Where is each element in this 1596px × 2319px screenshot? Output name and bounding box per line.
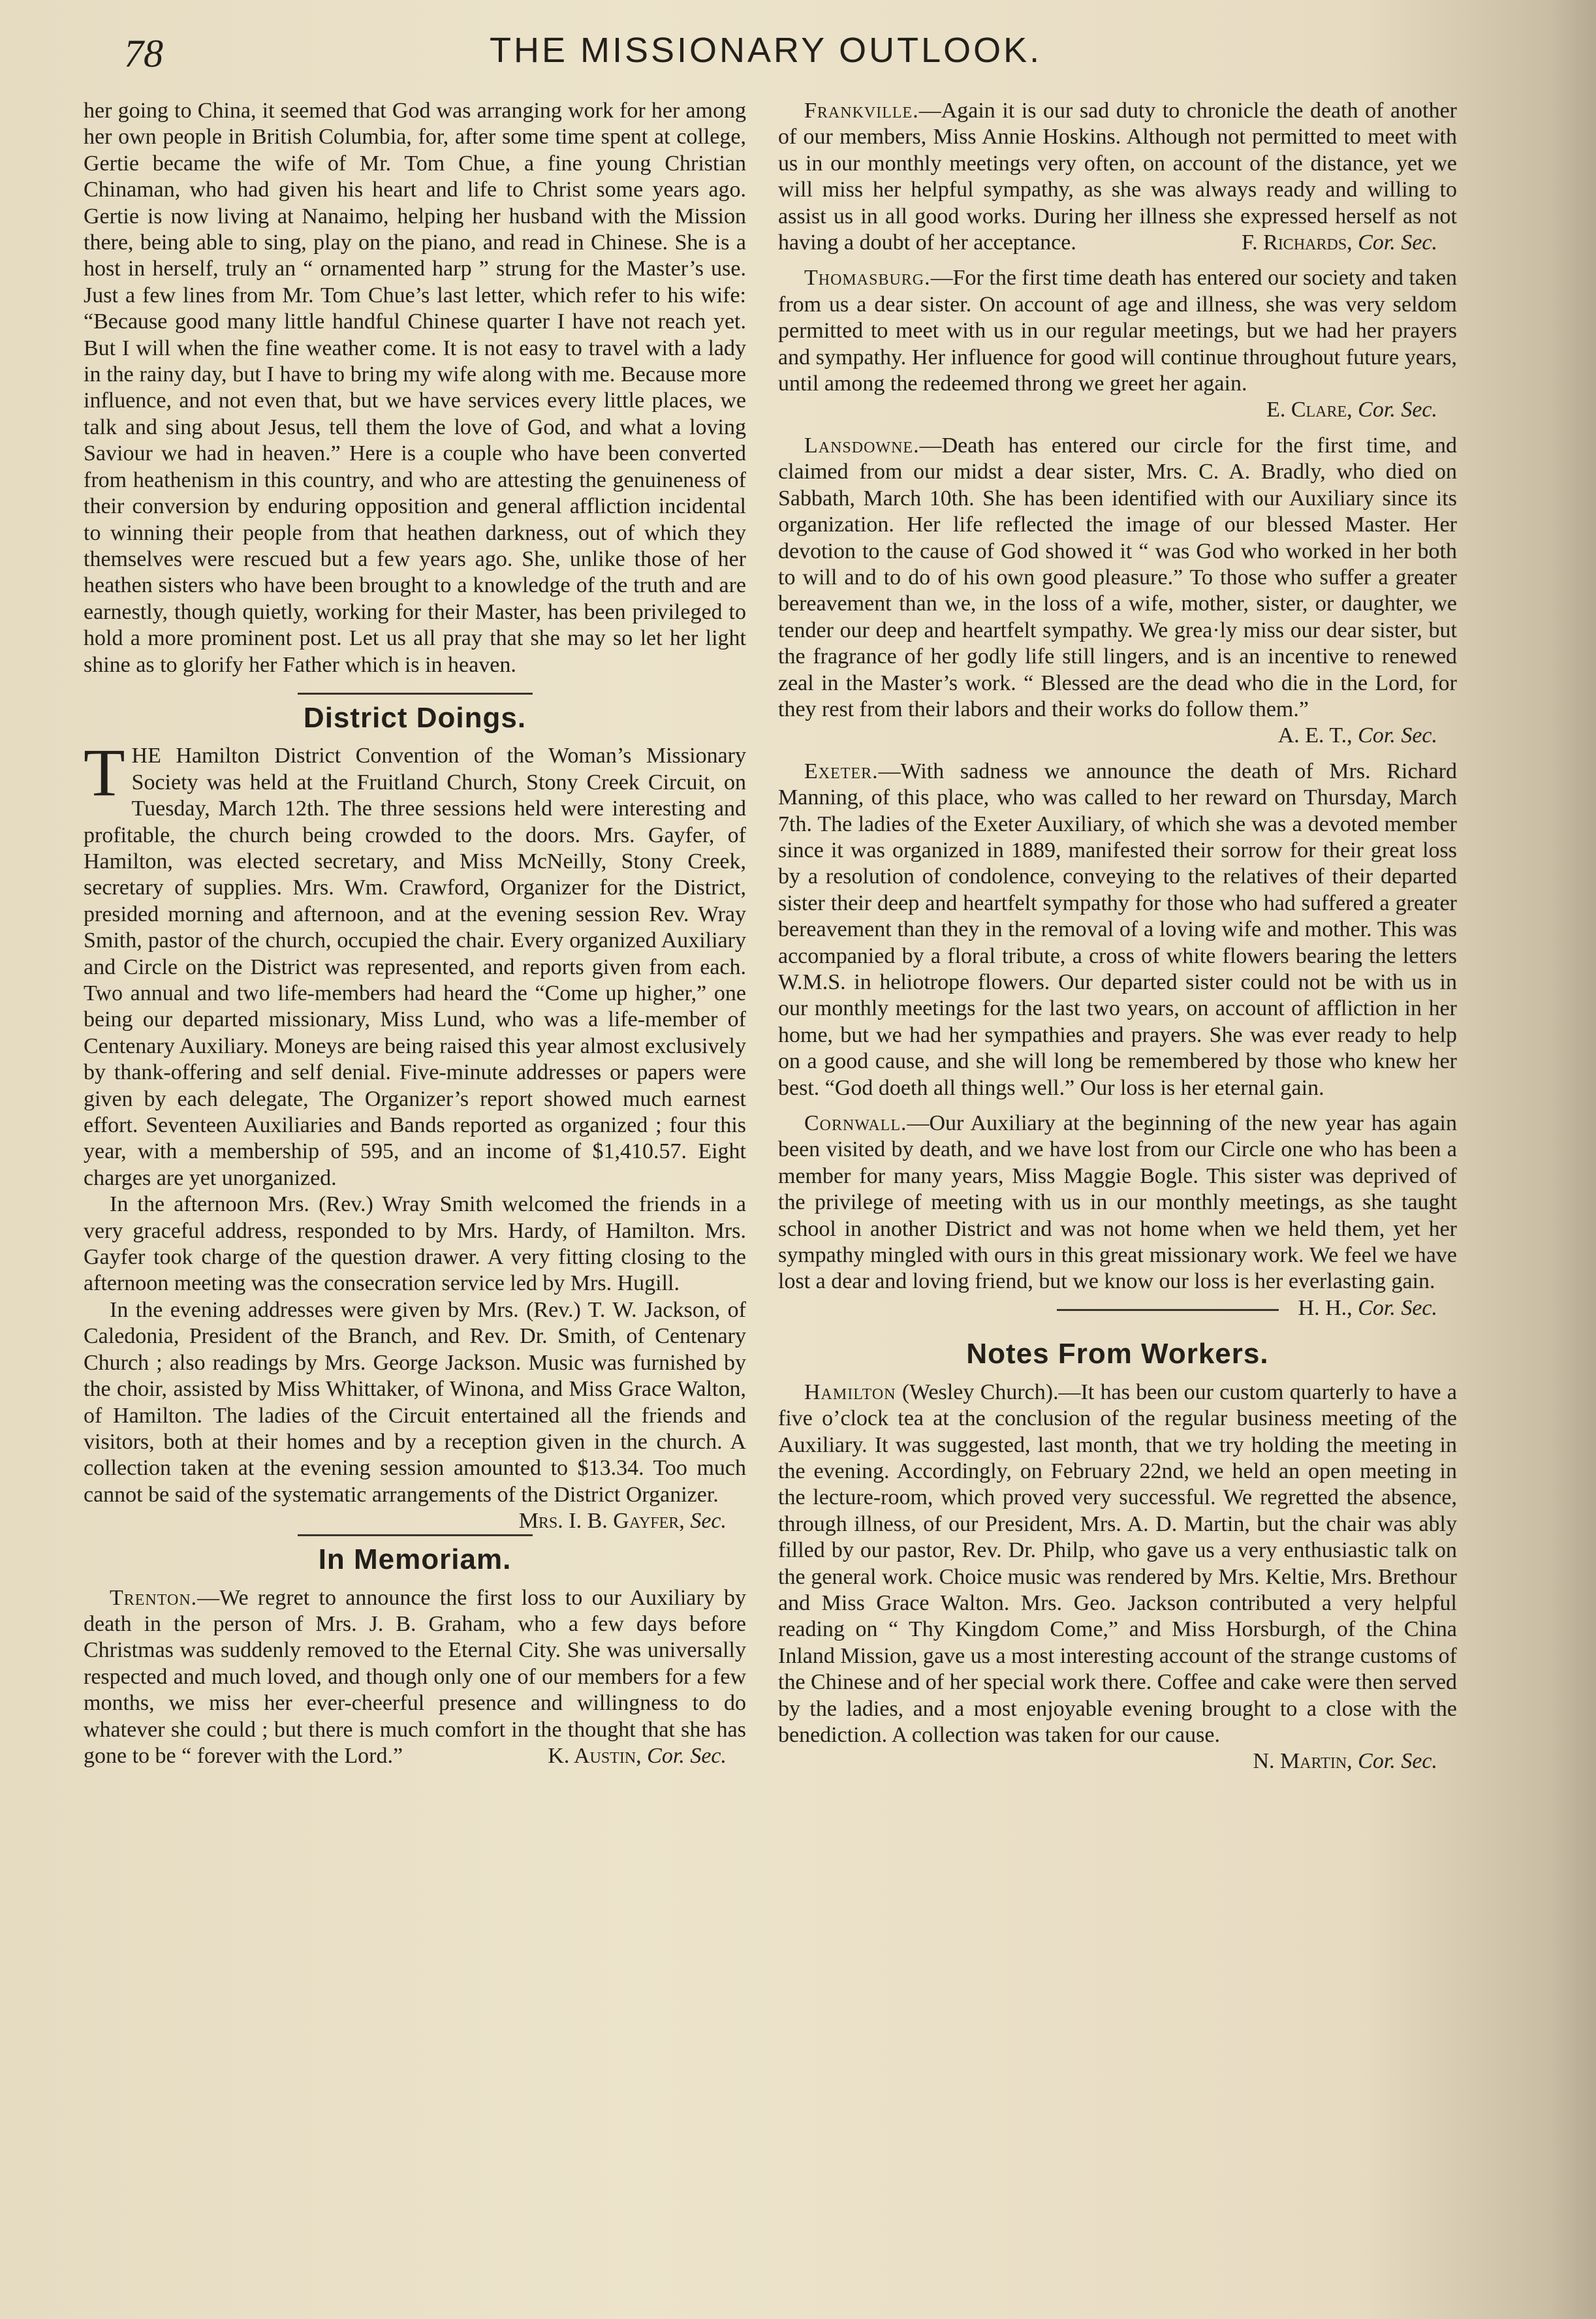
signature-name: E. Clare,	[1266, 398, 1353, 422]
page-number: 78	[124, 32, 163, 75]
in-memoriam-heading: In Memoriam.	[318, 1543, 512, 1576]
section-divider	[298, 1534, 533, 1536]
lansdowne-signature	[778, 723, 1457, 749]
exeter-entry	[778, 759, 1457, 1101]
frankville-entry	[778, 98, 1457, 256]
district-paragraph-3-text: In the evening addresses were given by Mrs. (Rev.) T. W. Jackson, of Caledonia, President of the Branch, and Rev. Dr. Smith, of Centenary Church ; also readings by Mrs. George Jackson. Music was furnished by the choir, assisted by Miss Whittaker, of Winona, and Miss Grace Walton, of Hamilton. The ladies of the Circuit entertained all the friends and visitors, both at their homes and by a reception given in the church. A collection taken at the evening session amounted to $13.34. Too much cannot be said of the systematic arrangements of the District Organizer.	[84, 1297, 746, 1507]
district-paragraph-2: In the afternoon Mrs. (Rev.) Wray Smith welcomed the friends in a very graceful address, responded to by Mrs. Hardy, of Hamilton. Mrs. Gayfer took charge of the question drawer. A very fitting closing to the afternoon meeting was the consecration service led by Mrs. Hugill.	[84, 1192, 746, 1296]
signature-role: Cor. Sec.	[1358, 723, 1437, 748]
district-doings-heading: District Doings.	[303, 701, 527, 734]
signature-role: Sec.	[690, 1509, 727, 1534]
signature-name: K. Austin,	[548, 1743, 642, 1768]
thomasburg-signature	[1240, 397, 1437, 423]
signature-role: Cor. Sec.	[1358, 1295, 1437, 1320]
entry-text: —Again it is our sad duty to chronicle the death of another of our members, Miss Annie Hoskins. Although not permitted to meet with us in our monthly meetings very often, on account of the distance, yet we will miss her helpful sympathy, as she was always ready and willing to assist us in all good works. During her illness she expressed herself as not having a doubt of her acceptance.	[778, 99, 1457, 255]
lansdowne-entry	[778, 433, 1457, 723]
trenton-entry	[84, 1585, 746, 1770]
entry-text: —With sadness we announce the death of Mrs. Richard Manning, of this place, who was called to her reward on Thursday, March 7th. The ladies of the Exeter Auxiliary, of which she was a devoted member since it was organized in 1889, manifested their sorrow for their great loss by a resolution of condolence, conveying to the relatives of their departed sister their deep and heartfelt sympathy for those who had suffered a greater bereavement than they in the removal of a loving wife and mother. This was accompanied by a floral tribute, a cross of white flowers bearing the letters W.M.S. in heliotrope flowers. Our departed sister could not be with us in our monthly meetings for the last two years, on account of affliction in her home, but we had her sympathies and prayers. She was ever ready to help on a good cause, and she will long be remembered by those who knew her best. “God doeth all things well.” Our loss is her eternal gain.	[778, 759, 1457, 1100]
place-name: Trenton.	[110, 1585, 198, 1610]
signature-name: Mrs. I. B. Gayfer,	[518, 1509, 685, 1534]
entry-text: —We regret to announce the first loss to our Auxiliary by death in the person of Mrs. J. B. Graham, who a few days before Christmas was suddenly removed to the Eternal City. She was universally respected and much loved, and though only one of our members for a few months, we miss her ever-cheerful presence and willingness to do whatever she could ; but there is much comfort in the thought that she has gone to be “ forever with the Lord.”	[84, 1585, 746, 1768]
trenton-signature	[522, 1743, 727, 1769]
district-paragraph-1	[84, 735, 746, 1191]
district-paragraph-1-text: HE Hamilton District Convention of the Woman’s Missionary Society was held at the Fruitland Church, Stony Creek Circuit, on Tuesday, March 12th. The three sessions held were interesting and profitable, the church being crowded to the doors. Mrs. Gayfer, of Hamilton, was elected secretary, and Miss McNeilly, Stony Creek, secretary of supplies. Mrs. Wm. Crawford, Organizer for the District, presided morning and afternoon, and at the evening session Rev. Wray Smith, pastor of the church, occupied the chair. Every organized Auxiliary and Circle on the District was represented, and reports given from each. Two annual and two life-members had heard the “Come up higher,” one being our departed missionary, Miss Lund, who was a life-member of Centenary Auxiliary. Moneys are being raised this year almost exclusively by thank-offering and self denial. Five-minute addresses or papers were given by each delegate, The Organizer’s report showed much earnest effort. Seventeen Auxiliaries and Bands reported as organized ; four this year, with a membership of 595, and an income of $1,410.57. Eight charges are yet unorganized.	[84, 744, 746, 1190]
hamilton-entry	[778, 1380, 1457, 1749]
entry-text: —For the first time death has entered our society and taken from us a dear sister. On account of age and illness, she was very seldom permitted to meet with us in our regular meetings, but we had her prayers and sympathy. Her influence for good will continue throughout future years, until among the redeemed throng we greet her again.	[778, 266, 1457, 396]
signature-role: Cor. Sec.	[1358, 230, 1437, 255]
right-column	[778, 98, 1457, 2246]
entry-text: —Our Auxiliary at the beginning of the new year has again been visited by death, and we have lost from our Circle one who has been a member for many years, Miss Maggie Bogle. This sister was deprived of the privilege of meeting with us in our monthly meetings, as she taught school in another District and was not home when we held them, yet her sympathy mingled with ours in this great missionary work. We feel we have lost a dear and loving friend, but we know our loss is her everlasting gain.	[778, 1111, 1457, 1294]
left-column	[84, 98, 746, 2246]
place-name: Frankville.	[804, 99, 919, 123]
page-header	[0, 26, 1596, 85]
notes-from-workers-heading: Notes From Workers.	[966, 1338, 1269, 1370]
frankville-signature	[1215, 230, 1437, 256]
place-name: Lansdowne.	[804, 433, 920, 458]
place-name: Exeter.	[804, 759, 879, 783]
section-divider	[298, 693, 533, 695]
district-signature	[493, 1508, 727, 1534]
signature-name: N. Martin,	[1253, 1749, 1353, 1774]
running-title: THE MISSIONARY OUTLOOK.	[490, 31, 1042, 70]
signature-role: Cor. Sec.	[1358, 398, 1437, 422]
entry-text: —Death has entered our circle for the first time, and claimed from our midst a dear sister, Mrs. C. A. Bradly, who died on Sabbath, March 10th. She has been identified with our Auxiliary since its organization. Her life reflected the image of our blessed Master. Her devotion to the cause of God showed it “ was God who worked in her both to will and to do of his own good pleasure.” To those who suffer a greater bereavement than we, in the loss of a wife, mother, sister, or daughter, we tender our deep and heartfelt sympathy. We grea·ly miss our dear sister, but the fragrance of her godly life still lingers, and is an incentive to renewed zeal in the Master’s work. “ Blessed are the dead who die in the Lord, for they rest from their labors and their works do follow them.”	[778, 433, 1457, 721]
place-name: Thomasburg.	[804, 266, 931, 291]
thomasburg-entry	[778, 265, 1457, 422]
cornwall-signature	[778, 1295, 1457, 1321]
signature-role: Cor. Sec.	[647, 1743, 727, 1768]
place-name: Cornwall.	[804, 1111, 907, 1136]
signature-name: F. Richards,	[1241, 230, 1353, 255]
drop-cap: T	[84, 735, 125, 811]
continuation-paragraph: her going to China, it seemed that God was arranging work for her among her own people in British Columbia, for, after some time spent at college, Gertie became the wife of Mr. Tom Chue, a fine young Christian Chinaman, who had given his heart and life to Christ some years ago. Gertie is now living at Nanaimo, helping her husband with the Mission there, being able to sing, play on the piano, and read in Chinese. She is a host in herself, truly an “ ornamented harp ” strung for the Master’s use. Just a few lines from Mr. Tom Chue’s last letter, which refer to his wife: “Because good many little handful Chinese quarter I have not reach yet. But I will when the fine weather come. It is not easy to travel with a lady in the rainy day, but I have to bring my wife along with me. Because more influence, and not even that, but we have services every little places, we talk and sing about Jesus, tell them the love of God, and what a loving Saviour we had in heaven.” Here is a couple who have been converted from heathenism in this country, and who are attesting the genuineness of their conversion by enduring opposition and general affliction incidental to winning their people from that heathen darkness, out of which they themselves were rescued but a few years ago. She, unlike those of her heathen sisters who have been brought to a knowledge of the truth and are earnestly, though quietly, working for their Master, has been privileged to hold a more prominent post. Let us all pray that she may so let her light shine as to glorify her Father which is in heaven.	[84, 99, 746, 677]
signature-name: A. E. T.,	[1277, 723, 1353, 748]
hamilton-signature	[778, 1748, 1457, 1775]
district-paragraph-3	[84, 1297, 746, 1534]
entry-text: (Wesley Church).—It has been our custom quarterly to have a five o’clock tea at the conclusion of the regular business meeting of the Auxiliary. It was suggested, last month, that we try holding the meeting in the evening. Accordingly, on February 22nd, we held an open meeting in the lecture-room, which proved very successful. We regretted the absence, through illness, of our President, Mrs. A. D. Martin, but the chair was ably filled by our pastor, Rev. Dr. Philp, who gave us a very enthusiastic talk on the general work. Choice music was rendered by Mrs. Keltie, Mrs. Brethour and Miss Grace Walton. Mrs. Geo. Jackson contributed a very helpful reading on “ Thy Kingdom Come,” and Miss Horsburgh, of the China Inland Mission, gave us a most interesting account of the strange customs of the Chinese and of her special work there. Coffee and cake were then served by the ladies, and a most enjoyable evening brought to a close with the benediction. A collection was taken for our cause.	[778, 1380, 1457, 1747]
cornwall-entry	[778, 1111, 1457, 1295]
signature-role: Cor. Sec.	[1358, 1749, 1437, 1774]
signature-name: H. H.,	[1298, 1295, 1353, 1320]
place-name: Hamilton	[804, 1380, 896, 1404]
section-divider	[1057, 1309, 1279, 1311]
